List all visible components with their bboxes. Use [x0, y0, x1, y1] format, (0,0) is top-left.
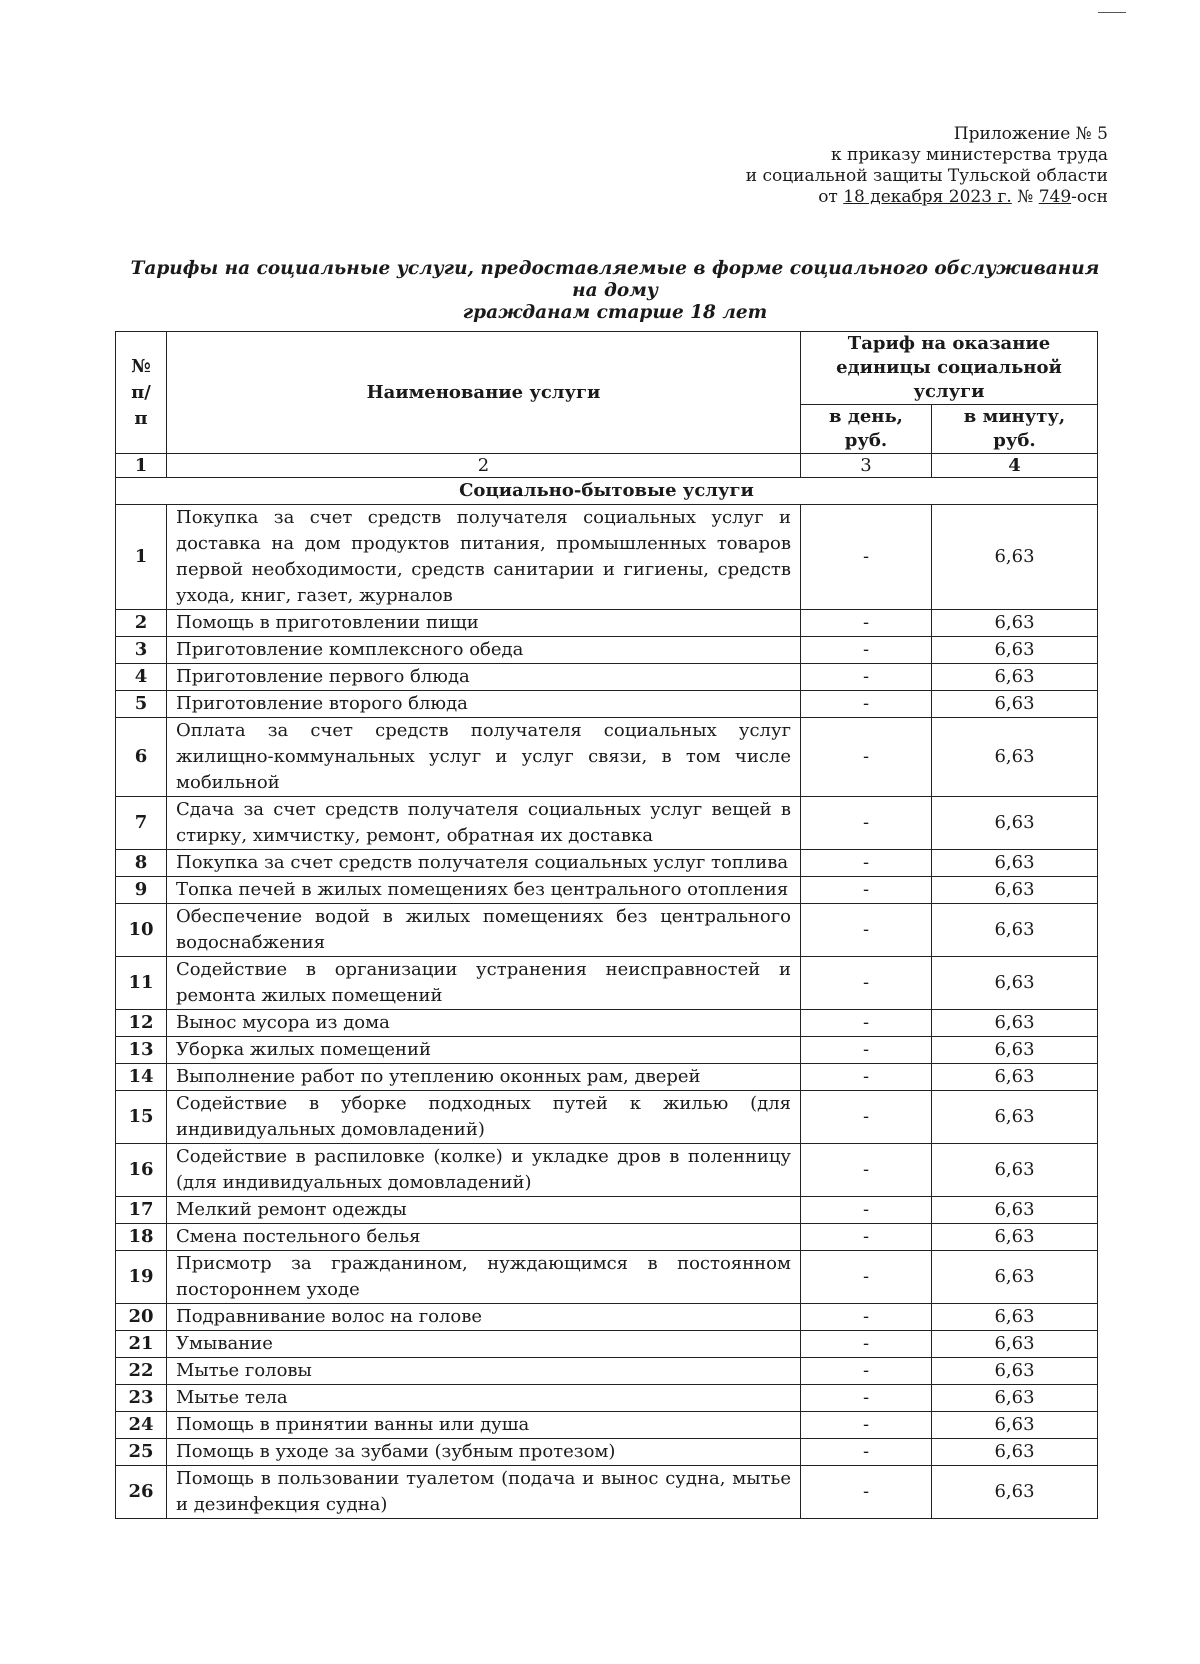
row-tariff-per-day: - [801, 1144, 932, 1197]
row-service-name: Помощь в приготовлении пищи [167, 610, 801, 637]
row-tariff-per-minute: 6,63 [932, 1144, 1098, 1197]
row-tariff-per-day: - [801, 877, 932, 904]
row-tariff-per-minute: 6,63 [932, 1251, 1098, 1304]
row-tariff-per-minute: 6,63 [932, 664, 1098, 691]
row-number: 6 [116, 718, 167, 797]
row-tariff-per-minute: 6,63 [932, 797, 1098, 850]
row-tariff-per-minute: 6,63 [932, 904, 1098, 957]
row-number: 15 [116, 1091, 167, 1144]
header-service-name: Наименование услуги [167, 332, 801, 454]
table-row [116, 957, 1098, 1010]
row-service-name: Приготовление второго блюда [167, 691, 801, 718]
row-tariff-per-day: - [801, 505, 932, 610]
row-number: 5 [116, 691, 167, 718]
row-number: 4 [116, 664, 167, 691]
row-tariff-per-minute: 6,63 [932, 1358, 1098, 1385]
appendix-date: 18 декабря 2023 г. [843, 187, 1012, 207]
table-row [116, 1385, 1098, 1412]
row-service-name: Содействие в организации устранения неисправностей и ремонта жилых помещений [167, 957, 801, 1010]
row-tariff-per-day: - [801, 1064, 932, 1091]
row-number: 12 [116, 1010, 167, 1037]
row-tariff-per-minute: 6,63 [932, 1385, 1098, 1412]
row-tariff-per-minute: 6,63 [932, 957, 1098, 1010]
row-number: 7 [116, 797, 167, 850]
row-service-name: Приготовление первого блюда [167, 664, 801, 691]
row-number: 25 [116, 1439, 167, 1466]
row-tariff-per-day: - [801, 1091, 932, 1144]
row-tariff-per-minute: 6,63 [932, 505, 1098, 610]
row-number: 10 [116, 904, 167, 957]
row-tariff-per-minute: 6,63 [932, 1197, 1098, 1224]
row-tariff-per-minute: 6,63 [932, 877, 1098, 904]
table-row [116, 1144, 1098, 1197]
table-row [116, 505, 1098, 610]
table-row [116, 850, 1098, 877]
table-row [116, 637, 1098, 664]
table-row [116, 1439, 1098, 1466]
row-tariff-per-minute: 6,63 [932, 718, 1098, 797]
tariffs-table [115, 331, 1098, 1519]
column-number: 3 [801, 454, 932, 478]
row-tariff-per-day: - [801, 904, 932, 957]
document-title [120, 258, 1110, 324]
tariffs-table-body [116, 505, 1098, 1519]
row-tariff-per-minute: 6,63 [932, 637, 1098, 664]
row-tariff-per-day: - [801, 1304, 932, 1331]
table-row [116, 1010, 1098, 1037]
row-number: 14 [116, 1064, 167, 1091]
row-tariff-per-minute: 6,63 [932, 1412, 1098, 1439]
row-tariff-per-day: - [801, 1251, 932, 1304]
row-tariff-per-day: - [801, 1385, 932, 1412]
row-number: 2 [116, 610, 167, 637]
appendix-line-4 [746, 187, 1108, 208]
row-tariff-per-day: - [801, 1197, 932, 1224]
table-row [116, 904, 1098, 957]
header-per-day: в день, руб. [801, 405, 932, 454]
row-tariff-per-day: - [801, 797, 932, 850]
appendix-line-2: к приказу министерства труда [830, 145, 1108, 165]
row-tariff-per-minute: 6,63 [932, 1010, 1098, 1037]
row-number: 8 [116, 850, 167, 877]
row-tariff-per-day: - [801, 1439, 932, 1466]
row-service-name: Содействие в уборке подходных путей к жилью (для индивидуальных домовладений) [167, 1091, 801, 1144]
row-service-name: Мытье головы [167, 1358, 801, 1385]
row-number: 11 [116, 957, 167, 1010]
row-service-name: Смена постельного белья [167, 1224, 801, 1251]
row-service-name: Приготовление комплексного обеда [167, 637, 801, 664]
table-row [116, 1358, 1098, 1385]
table-row [116, 691, 1098, 718]
row-number: 22 [116, 1358, 167, 1385]
row-tariff-per-day: - [801, 664, 932, 691]
row-tariff-per-minute: 6,63 [932, 1091, 1098, 1144]
corner-scan-mark [1098, 12, 1126, 13]
row-number: 17 [116, 1197, 167, 1224]
row-number: 20 [116, 1304, 167, 1331]
row-tariff-per-day: - [801, 1412, 932, 1439]
table-row [116, 1412, 1098, 1439]
row-tariff-per-day: - [801, 1010, 932, 1037]
row-tariff-per-day: - [801, 1331, 932, 1358]
row-tariff-per-day: - [801, 1037, 932, 1064]
table-row [116, 1466, 1098, 1519]
row-tariff-per-minute: 6,63 [932, 1331, 1098, 1358]
row-tariff-per-minute: 6,63 [932, 1304, 1098, 1331]
section-row [116, 478, 1098, 505]
row-tariff-per-minute: 6,63 [932, 1466, 1098, 1519]
table-row [116, 1331, 1098, 1358]
row-number: 13 [116, 1037, 167, 1064]
column-number: 2 [167, 454, 801, 478]
column-number: 4 [932, 454, 1098, 478]
row-service-name: Уборка жилых помещений [167, 1037, 801, 1064]
row-tariff-per-minute: 6,63 [932, 1439, 1098, 1466]
row-service-name: Помощь в пользовании туалетом (подача и вынос судна, мытье и дезинфекция судна) [167, 1466, 801, 1519]
header-number: № п/п [116, 332, 167, 454]
appendix-line-3: и социальной защиты Тульской области [745, 166, 1108, 186]
row-service-name: Содействие в распиловке (колке) и укладке дров в поленницу (для индивидуальных домовладений) [167, 1144, 801, 1197]
row-service-name: Топка печей в жилых помещениях без центрального отопления [167, 877, 801, 904]
appendix-header [746, 124, 1108, 208]
row-service-name: Обеспечение водой в жилых помещениях без центрального водоснабжения [167, 904, 801, 957]
row-number: 19 [116, 1251, 167, 1304]
row-tariff-per-minute: 6,63 [932, 1037, 1098, 1064]
row-tariff-per-minute: 6,63 [932, 850, 1098, 877]
row-service-name: Присмотр за гражданином, нуждающимся в постоянном постороннем уходе [167, 1251, 801, 1304]
appendix-number: 749 [1038, 187, 1072, 207]
appendix-date-prefix: от [818, 187, 844, 207]
row-number: 26 [116, 1466, 167, 1519]
row-service-name: Вынос мусора из дома [167, 1010, 801, 1037]
table-row [116, 1064, 1098, 1091]
row-number: 9 [116, 877, 167, 904]
row-tariff-per-day: - [801, 718, 932, 797]
row-number: 16 [116, 1144, 167, 1197]
row-tariff-per-day: - [801, 850, 932, 877]
table-row [116, 1304, 1098, 1331]
row-service-name: Помощь в принятии ванны или душа [167, 1412, 801, 1439]
row-tariff-per-day: - [801, 637, 932, 664]
table-row [116, 1251, 1098, 1304]
table-row [116, 1037, 1098, 1064]
appendix-number-suffix: -осн [1071, 187, 1108, 207]
table-row [116, 664, 1098, 691]
row-service-name: Сдача за счет средств получателя социальных услуг вещей в стирку, химчистку, ремонт, обратная их доставка [167, 797, 801, 850]
row-service-name: Помощь в уходе за зубами (зубным протезом) [167, 1439, 801, 1466]
row-number: 18 [116, 1224, 167, 1251]
row-tariff-per-day: - [801, 610, 932, 637]
row-tariff-per-minute: 6,63 [932, 1224, 1098, 1251]
row-number: 21 [116, 1331, 167, 1358]
row-tariff-per-minute: 6,63 [932, 610, 1098, 637]
row-service-name: Оплата за счет средств получателя социальных услуг жилищно-коммунальных услуг и услуг связи, в том числе мобильной [167, 718, 801, 797]
row-service-name: Покупка за счет средств получателя социальных услуг и доставка на дом продуктов питания, промышленных товаров первой необходимости, средств санитарии и гигиены, средств ухода, книг, газет, журналов [167, 505, 801, 610]
appendix-number-sign: № [1011, 187, 1039, 207]
table-row [116, 877, 1098, 904]
row-tariff-per-day: - [801, 691, 932, 718]
row-service-name: Выполнение работ по утеплению оконных рам, дверей [167, 1064, 801, 1091]
title-line-2: гражданам старше 18 лет [462, 302, 768, 323]
table-row [116, 1197, 1098, 1224]
section-title: Социально-бытовые услуги [116, 478, 1098, 505]
header-per-minute: в минуту, руб. [932, 405, 1098, 454]
row-number: 1 [116, 505, 167, 610]
table-row [116, 797, 1098, 850]
row-tariff-per-minute: 6,63 [932, 691, 1098, 718]
row-service-name: Мытье тела [167, 1385, 801, 1412]
row-tariff-per-day: - [801, 957, 932, 1010]
row-service-name: Мелкий ремонт одежды [167, 1197, 801, 1224]
appendix-line-1: Приложение № 5 [953, 124, 1108, 144]
row-service-name: Умывание [167, 1331, 801, 1358]
column-numbers-row [116, 454, 1098, 478]
row-tariff-per-minute: 6,63 [932, 1064, 1098, 1091]
header-tariff: Тариф на оказание единицы социальной услуги [801, 332, 1098, 405]
table-row [116, 1224, 1098, 1251]
title-line-1: Тарифы на социальные услуги, предоставляемые в форме социального обслуживания на дому [130, 258, 1100, 301]
row-number: 3 [116, 637, 167, 664]
column-number: 1 [116, 454, 167, 478]
table-row [116, 1091, 1098, 1144]
row-number: 24 [116, 1412, 167, 1439]
row-number: 23 [116, 1385, 167, 1412]
table-row [116, 718, 1098, 797]
row-service-name: Подравнивание волос на голове [167, 1304, 801, 1331]
row-tariff-per-day: - [801, 1466, 932, 1519]
table-row [116, 610, 1098, 637]
row-tariff-per-day: - [801, 1224, 932, 1251]
row-service-name: Покупка за счет средств получателя социальных услуг топлива [167, 850, 801, 877]
row-tariff-per-day: - [801, 1358, 932, 1385]
